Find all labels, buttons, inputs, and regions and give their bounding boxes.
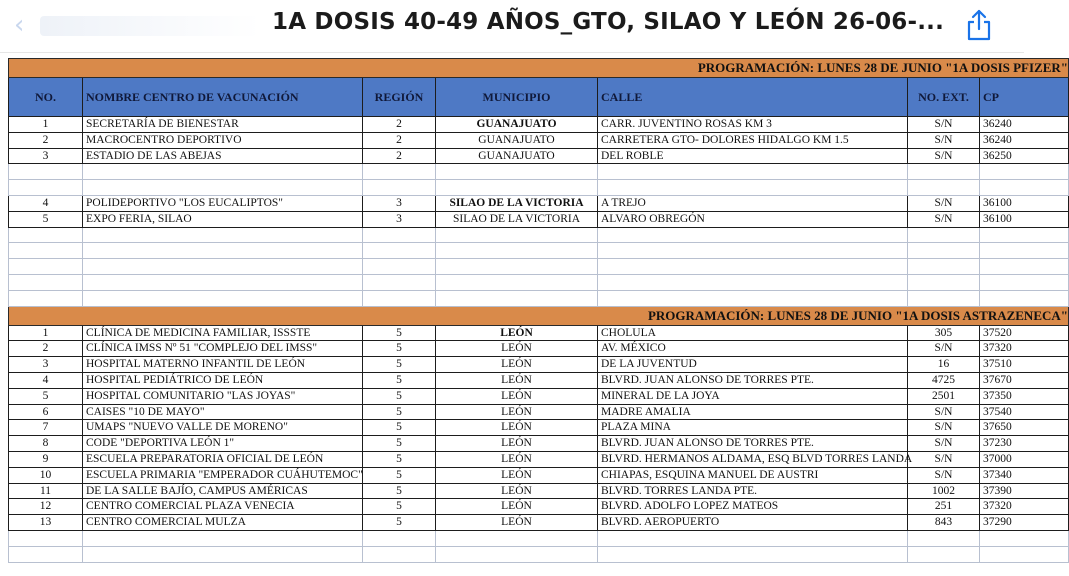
cell-cp: 36240	[980, 132, 1069, 148]
table-row[interactable]	[9, 211, 1069, 227]
share-icon[interactable]	[964, 8, 994, 42]
table-row[interactable]	[9, 467, 1069, 483]
cell-no: 3	[9, 357, 83, 373]
cell-centro: HOSPITAL COMUNITARIO "LAS JOYAS"	[83, 388, 363, 404]
spreadsheet[interactable]	[8, 58, 1068, 576]
table-row[interactable]	[9, 341, 1069, 357]
cell-no-ext: S/N	[908, 195, 980, 211]
cell-region: 5	[363, 451, 436, 467]
cell-no: 1	[9, 117, 83, 133]
vaccination-table	[8, 58, 1069, 563]
cell-cp: 37670	[980, 372, 1069, 388]
cell-centro: UMAPS "NUEVO VALLE DE MORENO"	[83, 420, 363, 436]
cell-no: 9	[9, 451, 83, 467]
cell-cp: 37510	[980, 357, 1069, 373]
cell-region: 5	[363, 404, 436, 420]
cell-no: 4	[9, 372, 83, 388]
cell-cp: 37390	[980, 483, 1069, 499]
cell-no-ext: S/N	[908, 451, 980, 467]
document-toolbar	[0, 0, 1024, 53]
cell-no: 2	[9, 341, 83, 357]
back-arrow-icon[interactable]: ‹	[14, 10, 25, 40]
cell-municipio: GUANAJUATO	[436, 132, 598, 148]
cell-municipio: SILAO DE LA VICTORIA	[436, 195, 598, 211]
cell-no: 7	[9, 420, 83, 436]
cell-cp: 37650	[980, 420, 1069, 436]
cell-calle: CHIAPAS, ESQUINA MANUEL DE AUSTRI	[598, 467, 908, 483]
cell-region: 5	[363, 372, 436, 388]
cell-calle: CARRETERA GTO- DOLORES HIDALGO KM 1.5	[598, 132, 908, 148]
cell-calle: CHOLULA	[598, 325, 908, 341]
cell-centro: CENTRO COMERCIAL MULZA	[83, 515, 363, 531]
cell-calle: BLVRD. ADOLFO LOPEZ MATEOS	[598, 499, 908, 515]
cell-municipio: LEÓN	[436, 420, 598, 436]
cell-cp: 37350	[980, 388, 1069, 404]
cell-centro: CENTRO COMERCIAL PLAZA VENECIA	[83, 499, 363, 515]
cell-no-ext: 4725	[908, 372, 980, 388]
cell-calle: BLVRD. AEROPUERTO	[598, 515, 908, 531]
cell-centro: HOSPITAL PEDIÁTRICO DE LEÓN	[83, 372, 363, 388]
cell-no-ext: 843	[908, 515, 980, 531]
cell-municipio: LEÓN	[436, 388, 598, 404]
document-title: 1A DOSIS 40-49 AÑOS_GTO, SILAO Y LEÓN 26-06-...	[272, 9, 945, 35]
cell-region: 5	[363, 467, 436, 483]
table-row[interactable]	[9, 325, 1069, 341]
col-header-cp: CP	[980, 78, 1069, 117]
cell-no: 11	[9, 483, 83, 499]
cell-municipio: SILAO DE LA VICTORIA	[436, 211, 598, 227]
table-row[interactable]	[9, 388, 1069, 404]
cell-no: 6	[9, 404, 83, 420]
cell-centro: CODE "DEPORTIVA LEÓN 1"	[83, 436, 363, 452]
cell-no-ext: S/N	[908, 436, 980, 452]
empty-row	[9, 164, 1069, 180]
cell-region: 5	[363, 483, 436, 499]
cell-cp: 37320	[980, 499, 1069, 515]
cell-no: 1	[9, 325, 83, 341]
cell-municipio: LEÓN	[436, 467, 598, 483]
cell-no: 5	[9, 211, 83, 227]
cell-municipio: LEÓN	[436, 372, 598, 388]
table-header-row	[9, 78, 1069, 117]
cell-no-ext: S/N	[908, 420, 980, 436]
cell-centro: ESCUELA PRIMARIA "EMPERADOR CUÁHUTEMOC"	[83, 467, 363, 483]
cell-cp: 37000	[980, 451, 1069, 467]
cell-cp: 37340	[980, 467, 1069, 483]
cell-centro: SECRETARÍA DE BIENESTAR	[83, 117, 363, 133]
empty-row	[9, 290, 1069, 306]
cell-municipio: LEÓN	[436, 515, 598, 531]
col-header-centro: NOMBRE CENTRO DE VACUNACIÓN	[83, 78, 363, 117]
cell-centro: POLIDEPORTIVO "LOS EUCALIPTOS"	[83, 195, 363, 211]
cell-no: 8	[9, 436, 83, 452]
cell-no-ext: 16	[908, 357, 980, 373]
cell-no: 13	[9, 515, 83, 531]
table-row[interactable]	[9, 515, 1069, 531]
cell-no-ext: S/N	[908, 467, 980, 483]
cell-no-ext: S/N	[908, 117, 980, 133]
table-row[interactable]	[9, 132, 1069, 148]
table-row[interactable]	[9, 148, 1069, 164]
cell-municipio: LEÓN	[436, 404, 598, 420]
cell-region: 2	[363, 148, 436, 164]
cell-municipio: LEÓN	[436, 357, 598, 373]
cell-calle: ALVARO OBREGÓN	[598, 211, 908, 227]
back-label-blur	[40, 16, 260, 36]
cell-region: 3	[363, 195, 436, 211]
table-row[interactable]	[9, 420, 1069, 436]
cell-region: 2	[363, 117, 436, 133]
cell-calle: DEL ROBLE	[598, 148, 908, 164]
cell-region: 5	[363, 515, 436, 531]
cell-centro: HOSPITAL MATERNO INFANTIL DE LEÓN	[83, 357, 363, 373]
table-row[interactable]	[9, 499, 1069, 515]
empty-row	[9, 259, 1069, 275]
cell-region: 5	[363, 499, 436, 515]
cell-region: 5	[363, 325, 436, 341]
cell-municipio: LEÓN	[436, 436, 598, 452]
cell-cp: 37320	[980, 341, 1069, 357]
cell-region: 5	[363, 357, 436, 373]
cell-cp: 37520	[980, 325, 1069, 341]
cell-calle: A TREJO	[598, 195, 908, 211]
cell-cp: 37540	[980, 404, 1069, 420]
cell-region: 5	[363, 341, 436, 357]
cell-region: 5	[363, 388, 436, 404]
empty-row	[9, 530, 1069, 546]
cell-region: 5	[363, 420, 436, 436]
cell-no-ext: 2501	[908, 388, 980, 404]
cell-calle: PLAZA MINA	[598, 420, 908, 436]
cell-centro: DE LA SALLE BAJÍO, CAMPUS AMÉRICAS	[83, 483, 363, 499]
cell-no-ext: S/N	[908, 148, 980, 164]
cell-centro: ESCUELA PREPARATORIA OFICIAL DE LEÓN	[83, 451, 363, 467]
cell-region: 2	[363, 132, 436, 148]
table-row[interactable]	[9, 436, 1069, 452]
cell-no-ext: 305	[908, 325, 980, 341]
cell-no: 3	[9, 148, 83, 164]
cell-centro: EXPO FERIA, SILAO	[83, 211, 363, 227]
cell-no: 10	[9, 467, 83, 483]
section-banner: PROGRAMACIÓN: LUNES 28 DE JUNIO "1A DOSIS ASTRAZENECA"	[9, 306, 1069, 325]
cell-calle: DE LA JUVENTUD	[598, 357, 908, 373]
cell-municipio: LEÓN	[436, 341, 598, 357]
cell-calle: BLVRD. TORRES LANDA PTE.	[598, 483, 908, 499]
cell-cp: 36240	[980, 117, 1069, 133]
table-row[interactable]	[9, 372, 1069, 388]
cell-cp: 36100	[980, 211, 1069, 227]
section-banner: PROGRAMACIÓN: LUNES 28 DE JUNIO "1A DOSIS PFIZER"	[9, 59, 1069, 78]
empty-row	[9, 243, 1069, 259]
cell-calle: MADRE AMALIA	[598, 404, 908, 420]
table-row[interactable]	[9, 117, 1069, 133]
table-row[interactable]	[9, 357, 1069, 373]
col-header-no: NO.	[9, 78, 83, 117]
col-header-no-ext: NO. EXT.	[908, 78, 980, 117]
cell-centro: MACROCENTRO DEPORTIVO	[83, 132, 363, 148]
cell-centro: CAISES "10 DE MAYO"	[83, 404, 363, 420]
cell-region: 3	[363, 211, 436, 227]
cell-no-ext: S/N	[908, 132, 980, 148]
cell-no-ext: S/N	[908, 211, 980, 227]
col-header-region: REGIÓN	[363, 78, 436, 117]
table-row[interactable]	[9, 404, 1069, 420]
cell-region: 5	[363, 436, 436, 452]
cell-municipio: LEÓN	[436, 325, 598, 341]
cell-calle: MINERAL DE LA JOYA	[598, 388, 908, 404]
cell-calle: BLVRD. JUAN ALONSO DE TORRES PTE.	[598, 436, 908, 452]
empty-row	[9, 227, 1069, 243]
cell-no-ext: 251	[908, 499, 980, 515]
cell-municipio: LEÓN	[436, 499, 598, 515]
cell-centro: ESTADIO DE LAS ABEJAS	[83, 148, 363, 164]
col-header-municipio: MUNICIPIO	[436, 78, 598, 117]
cell-calle: BLVRD. HERMANOS ALDAMA, ESQ BLVD TORRES LANDA	[598, 451, 908, 467]
cell-no-ext: S/N	[908, 404, 980, 420]
cell-centro: CLÍNICA IMSS Nº 51 "COMPLEJO DEL IMSS"	[83, 341, 363, 357]
cell-cp: 36250	[980, 148, 1069, 164]
cell-municipio: LEÓN	[436, 483, 598, 499]
empty-row	[9, 180, 1069, 196]
empty-row	[9, 274, 1069, 290]
table-row[interactable]	[9, 451, 1069, 467]
cell-cp: 37230	[980, 436, 1069, 452]
cell-municipio: GUANAJUATO	[436, 148, 598, 164]
cell-no: 2	[9, 132, 83, 148]
astrazeneca-banner-row	[9, 306, 1069, 325]
empty-row	[9, 546, 1069, 562]
cell-calle: BLVRD. JUAN ALONSO DE TORRES PTE.	[598, 372, 908, 388]
col-header-calle: CALLE	[598, 78, 908, 117]
cell-cp: 37290	[980, 515, 1069, 531]
table-row[interactable]	[9, 195, 1069, 211]
pfizer-banner-row	[9, 59, 1069, 78]
cell-municipio: GUANAJUATO	[436, 117, 598, 133]
cell-centro: CLÍNICA DE MEDICINA FAMILIAR, ISSSTE	[83, 325, 363, 341]
cell-no: 12	[9, 499, 83, 515]
cell-calle: CARR. JUVENTINO ROSAS KM 3	[598, 117, 908, 133]
cell-no: 5	[9, 388, 83, 404]
cell-no-ext: S/N	[908, 341, 980, 357]
cell-calle: AV. MÉXICO	[598, 341, 908, 357]
cell-cp: 36100	[980, 195, 1069, 211]
cell-no-ext: 1002	[908, 483, 980, 499]
cell-municipio: LEÓN	[436, 451, 598, 467]
table-row[interactable]	[9, 483, 1069, 499]
cell-no: 4	[9, 195, 83, 211]
